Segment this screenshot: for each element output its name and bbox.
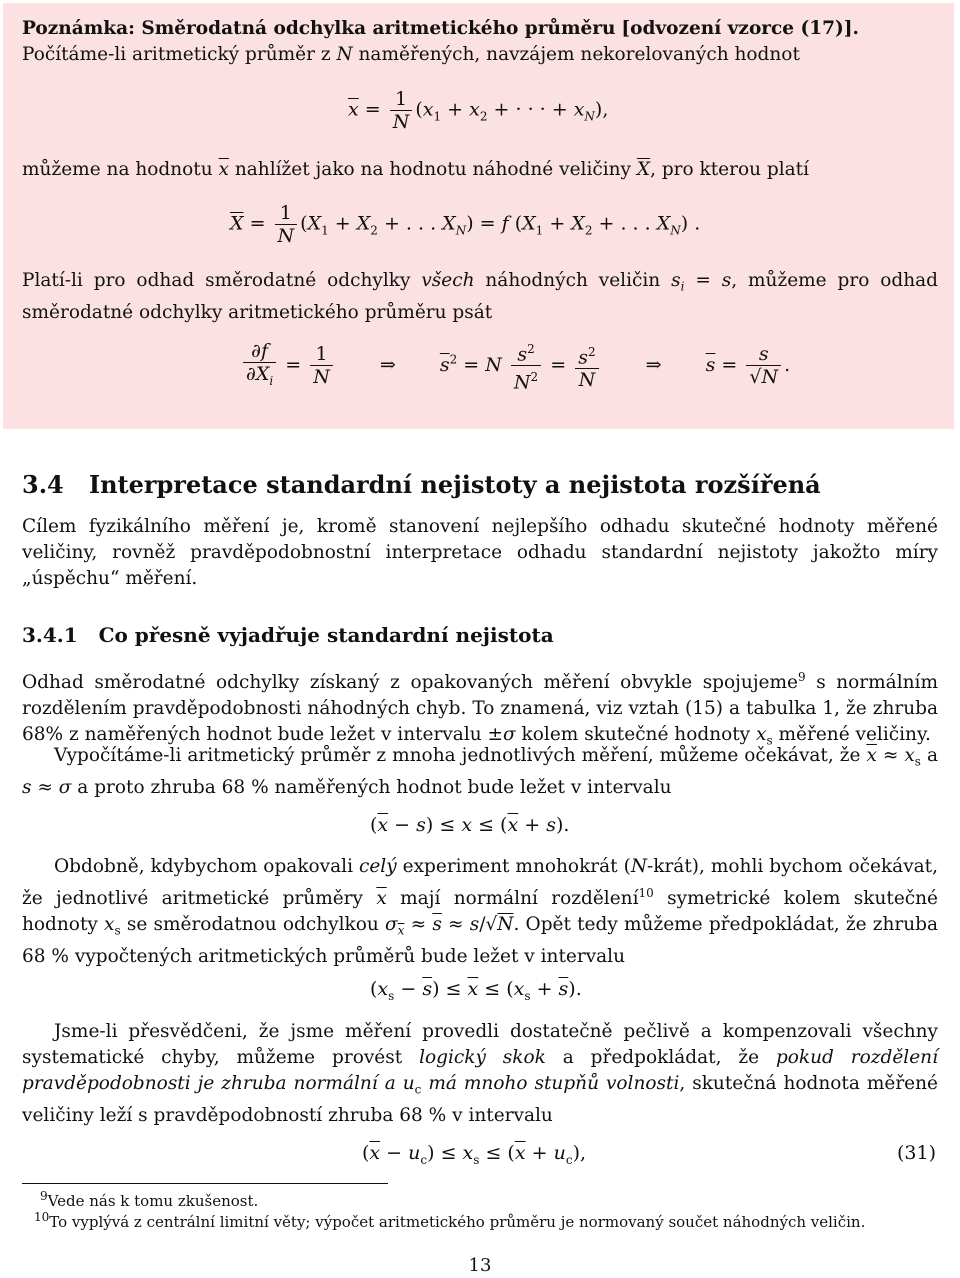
subsection-paragraph-1: Odhad směrodatné odchylky získaný z opakovaných měření obvykle spojujeme$^9$ s normálním rozdělením pravděpodobnosti náhodných chyb. To znamená, viz vztah (15) a tabulka 1, že zhruba 68% z naměřených hodnot bude ležet v intervalu ±σ kolem skutečné hodnoty $x_s$ měřené veličiny. [22, 670, 938, 748]
page-number: 13 [468, 1255, 492, 1276]
section-intro: Cílem fyzikálního měření je, kromě stanovení nejlepšího odhadu skutečné hodnoty měřené veličiny, rovněž pravděpodobnostní interpretace odhadu standardní nejistoty jakožto míry „úspěchu“ měření. [22, 516, 938, 589]
subsection-paragraph-3: Obdobně, kdybychom opakovali celý experiment mnohokrát (N-krát), mohli bychom očekávat, že jednotlivé aritmetické průměry $\overline{x}$ mají normální rozdělení$^{10}$ symetrické kolem skutečné hodnoty $x_s$ se směrodatnou odchylkou $\sigma_{\overline{x}} \approx \overline{s} \approx s/√N$. Opět tedy můžeme předpokládat, že zhruba 68 % vypočtených aritmetických průměrů bude ležet v intervalu [22, 856, 939, 967]
note-paragraph-1: Poznámka: Směrodatná odchylka aritmetického průměru [odvození vzorce (17)]. Počítáme-li aritmetický průměr z N naměřených, navzájem nekorelovaných hodnot [22, 18, 859, 65]
note-equation-1: $\overline{x}$ = $\frac{1}{N}$ ($x_1 + x_2$ + · · · + $x_N$), [348, 88, 609, 133]
subsection-paragraph-2: Vypočítáme-li aritmetický průměr z mnoha jednotlivých měření, můžeme očekávat, že $\overline{x} \approx x_s$ a s ≈ σ a proto zhruba 68 % naměřených hodnot bude ležet v intervalu [22, 745, 938, 798]
subsection-paragraph-4: Jsme-li přesvědčeni, že jsme měření provedli dostatečně pečlivě a kompenzovali všechny systematické chyby, můžeme provést logický skok a předpokládat, že pokud rozdělení pravděpodobnosti je zhruba normální a $u_c$ má mnoho stupňů volnosti, skutečná hodnota měřené veličiny leží s pravděpodobností zhruba 68 % v intervalu [22, 1021, 938, 1126]
footnote-10: $^{10}$To vyplývá z centrální limitní věty; výpočet aritmetického průměru je normovaný součet náhodných veličin. [34, 1210, 866, 1231]
section-heading: 3.4 Interpretace standardní nejistoty a nejistota rozšířená [22, 470, 821, 499]
subsection-heading: 3.4.1 Co přesně vyjadřuje standardní nejistota [22, 623, 554, 647]
equation-number: (31) [896, 1142, 936, 1164]
equation-interval-2: $(x_s - \overline{s}) \le \overline{x} \le (x_s + \overline{s})$. [370, 978, 582, 1003]
note-line-2: můžeme na hodnotu $\overline{x}$ nahlížet jako na hodnotu náhodné veličiny $\overline{X}$, pro kterou platí [22, 159, 810, 180]
note-equation-3: $\frac{\partial f}{\partial X_i}$ = $\frac{1}{N}$ ⇒ $\overline{s}^2 = N$ $\frac{s^2}{N^2}$ = $\frac{s^2}{N}$ ⇒ $\overline{s}$ = $\frac{s}{√N}$ . [240, 338, 790, 394]
footnote-9: $^9$Vede nás k tomu zkušenost. [40, 1189, 259, 1210]
footnote-rule [22, 1183, 388, 1184]
note-equation-2: $\overline{X}$ = $\frac{1}{N}$ ($X_1 + X_2$ + . . . $X_N) = f$ ($X_1 + X_2$ + . . . $X_N$) . [230, 202, 701, 247]
note-paragraph-3: Platí-li pro odhad směrodatné odchylky všech náhodných veličin $s_i = s$, můžeme pro odhad směrodatné odchylky aritmetického průměru psát [22, 270, 939, 323]
equation-31: $(\overline{x} - u_c) \le x_s \le (\overline{x} + u_c)$, [362, 1142, 587, 1167]
equation-interval-1: $(\overline{x} - s) \le x \le (\overline{x} + s)$. [370, 814, 570, 836]
